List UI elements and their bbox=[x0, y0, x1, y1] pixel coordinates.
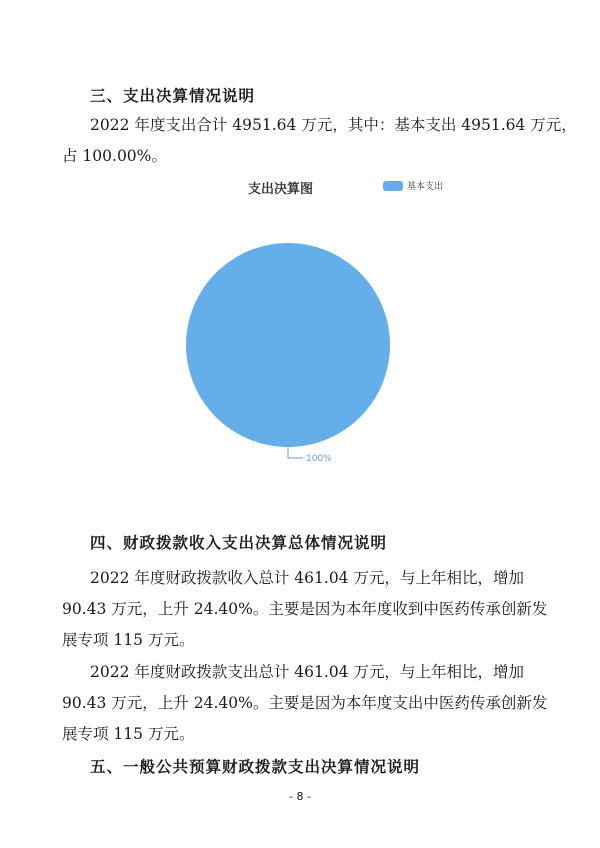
pie-slice-percent-label: 100% bbox=[306, 454, 332, 464]
legend-label: 基本支出 bbox=[407, 182, 444, 192]
section4-para1-line3: 展专项 115 万元。 bbox=[62, 631, 195, 649]
section3-line2: 占 100.00%。 bbox=[62, 147, 167, 165]
section3-line1: 2022 年度支出合计 4951.64 万元，其中：基本支出 4951.64 万元， bbox=[90, 116, 577, 134]
section4-heading: 四、财政拨款收入支出决算总体情况说明 bbox=[90, 534, 388, 552]
section4-para2-line1: 2022 年度财政拨款支出总计 461.04 万元，与上年相比，增加 bbox=[90, 663, 524, 681]
pie-slice-basic-expenditure bbox=[186, 243, 390, 447]
page-number: - 8 - bbox=[289, 790, 311, 803]
section4-para1-line1: 2022 年度财政拨款收入总计 461.04 万元，与上年相比，增加 bbox=[90, 569, 524, 587]
section5-heading: 五、一般公共预算财政拨款支出决算情况说明 bbox=[90, 758, 421, 776]
section4-para1-line2: 90.43 万元，上升 24.40%。主要是因为本年度收到中医药传承创新发 bbox=[62, 600, 548, 618]
chart-title: 支出决算图 bbox=[248, 182, 314, 197]
pie-label-leader bbox=[288, 447, 303, 458]
section3-heading: 三、支出决算情况说明 bbox=[90, 87, 256, 105]
section4-para2-line2: 90.43 万元，上升 24.40%。主要是因为本年度支出中医药传承创新发 bbox=[62, 694, 548, 712]
section4-para2-line3: 展专项 115 万元。 bbox=[62, 725, 195, 743]
